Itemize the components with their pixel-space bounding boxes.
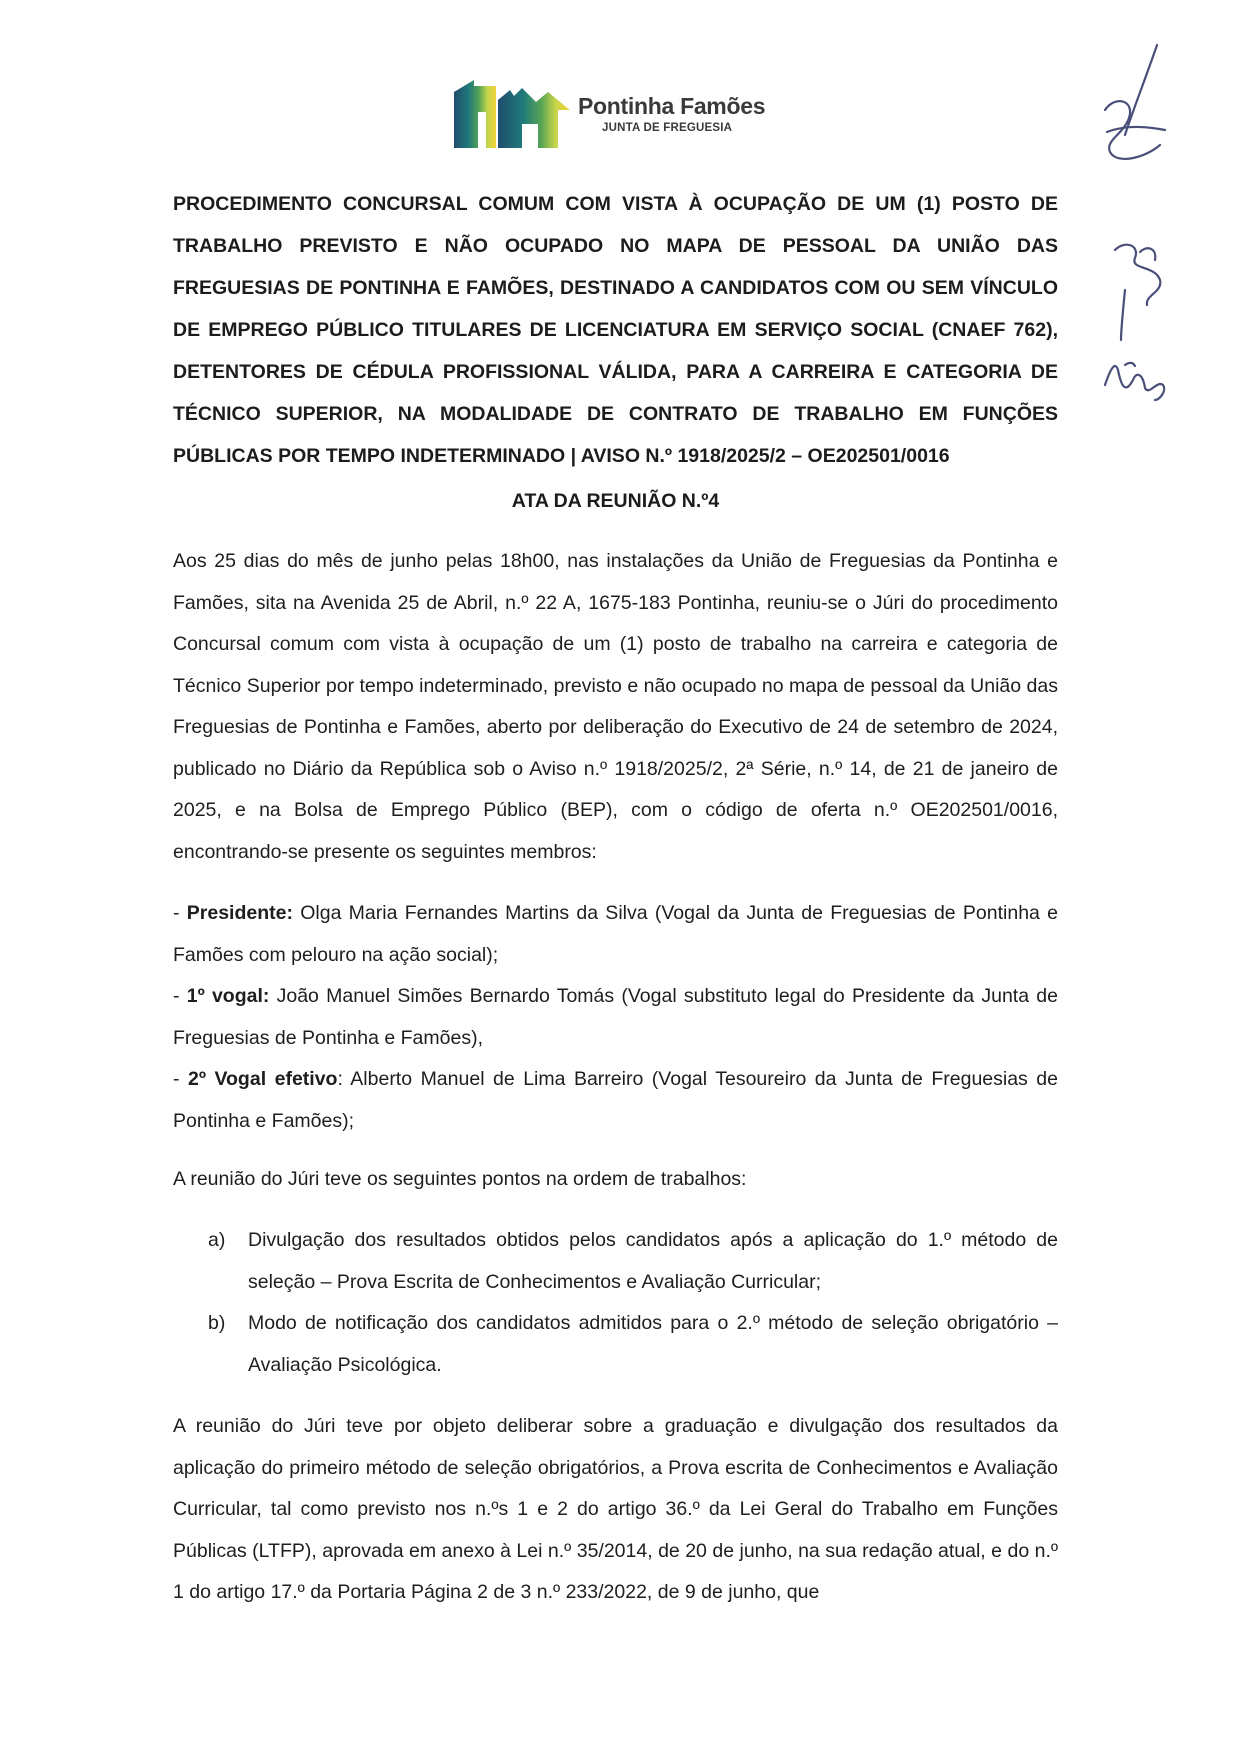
deliberation-paragraph: A reunião do Júri teve por objeto deliberar sobre a graduação e divulgação dos resultados da aplicação do primeiro método de seleção obrigatórios, a Prova escrita de Conhecimentos e Avaliação Curricular, tal como previsto nos n.ºs 1 e 2 do artigo 36.º da Lei Geral do Trabalho em Funções Públicas (LTFP), aprovada em anexo à Lei n.º 35/2014, de 20 de junho, na sua redação atual, e do n.º 1 do artigo 17.º da Portaria Página 2 de 3 n.º 233/2022, de 9 de junho, que [173, 1415, 1058, 1603]
member-second-vogal [173, 1059, 1058, 1142]
jury-members [173, 893, 1058, 1142]
logo-subtitle: JUNTA DE FREGUESIA [602, 122, 733, 134]
member-label: 1º vogal: [186, 985, 270, 1007]
document-title: PROCEDIMENTO CONCURSAL COMUM COM VISTA À OCUPAÇÃO DE UM (1) POSTO DE TRABALHO PREVISTO E NÃO OCUPADO NO MAPA DE PESSOAL DA UNIÃO DAS FREGUESIAS DE PONTINHA E FAMÕES, DESTINADO A CANDIDATOS COM OU SEM VÍNCULO DE EMPREGO PÚBLICO TITULARES DE LICENCIATURA EM SERVIÇO SOCIAL (CNAEF 762), DETENTORES DE CÉDULA PROFISSIONAL VÁLIDA, PARA A CARREIRA E CATEGORIA DE TÉCNICO SUPERIOR, NA MODALIDADE DE CONTRATO DE TRABALHO EM FUNÇÕES PÚBLICAS POR TEMPO INDETERMINADO | AVISO N.º 1918/2025/2 – OE202501/0016 [173, 193, 1058, 467]
member-first-vogal [173, 976, 1058, 1059]
agenda-item-letter: a) [208, 1229, 226, 1251]
member-label: Presidente: [186, 902, 293, 924]
logo [452, 78, 792, 154]
member-text: João Manuel Simões Bernardo Tomás (Vogal substituto legal do Presidente da Junta de Freguesias de Pontinha e Famões), [173, 985, 1058, 1049]
member-prefix: - [173, 902, 187, 924]
intro-paragraph: Aos 25 dias do mês de junho pelas 18h00, nas instalações da União de Freguesias da Pontinha e Famões, sita na Avenida 25 de Abril, n.º 22 A, 1675-183 Pontinha, reuniu-se o Júri do procedimento Concursal comum com vista à ocupação de um (1) posto de trabalho na carreira e categoria de Técnico Superior por tempo indeterminado, previsto e não ocupado no mapa de pessoal da União das Freguesias de Pontinha e Famões, aberto por deliberação do Executivo de 24 de setembro de 2024, publicado no Diário da República sob o Aviso n.º 1918/2025/2, 2ª Série, n.º 14, de 21 de janeiro de 2025, e na Bolsa de Emprego Público (BEP), com o código de oferta n.º OE202501/0016, encontrando-se presente os seguintes membros: [173, 550, 1058, 863]
meeting-minutes-heading: ATA DA REUNIÃO N.º4 [511, 490, 720, 512]
agenda-item [208, 1303, 1058, 1386]
agenda-item-text: Modo de notificação dos candidatos admitidos para o 2.º método de seleção obrigatório – Avaliação Psicológica. [248, 1312, 1058, 1376]
member-prefix: - [173, 1068, 188, 1090]
member-prefix: - [173, 985, 187, 1007]
member-label: 2º Vogal efetivo [188, 1068, 338, 1090]
agenda-item [208, 1220, 1058, 1303]
handwritten-initials [1085, 40, 1215, 420]
agenda-item-text: Divulgação dos resultados obtidos pelos candidatos após a aplicação do 1.º método de seleção – Prova Escrita de Conhecimentos e Avaliação Curricular; [248, 1229, 1058, 1293]
agenda-intro: A reunião do Júri teve os seguintes pontos na ordem de trabalhos: [173, 1168, 747, 1190]
logo-name: Pontinha Famões [578, 93, 766, 119]
member-text: Olga Maria Fernandes Martins da Silva (Vogal da Junta de Freguesias de Pontinha e Famões com pelouro na ação social); [173, 902, 1058, 966]
member-text: : Alberto Manuel de Lima Barreiro (Vogal Tesoureiro da Junta de Freguesias de Pontinha e Famões); [173, 1068, 1058, 1132]
logo-mark-icon [452, 78, 572, 154]
agenda-item-letter: b) [208, 1312, 226, 1334]
member-president [173, 893, 1058, 976]
agenda-list [208, 1220, 1058, 1386]
